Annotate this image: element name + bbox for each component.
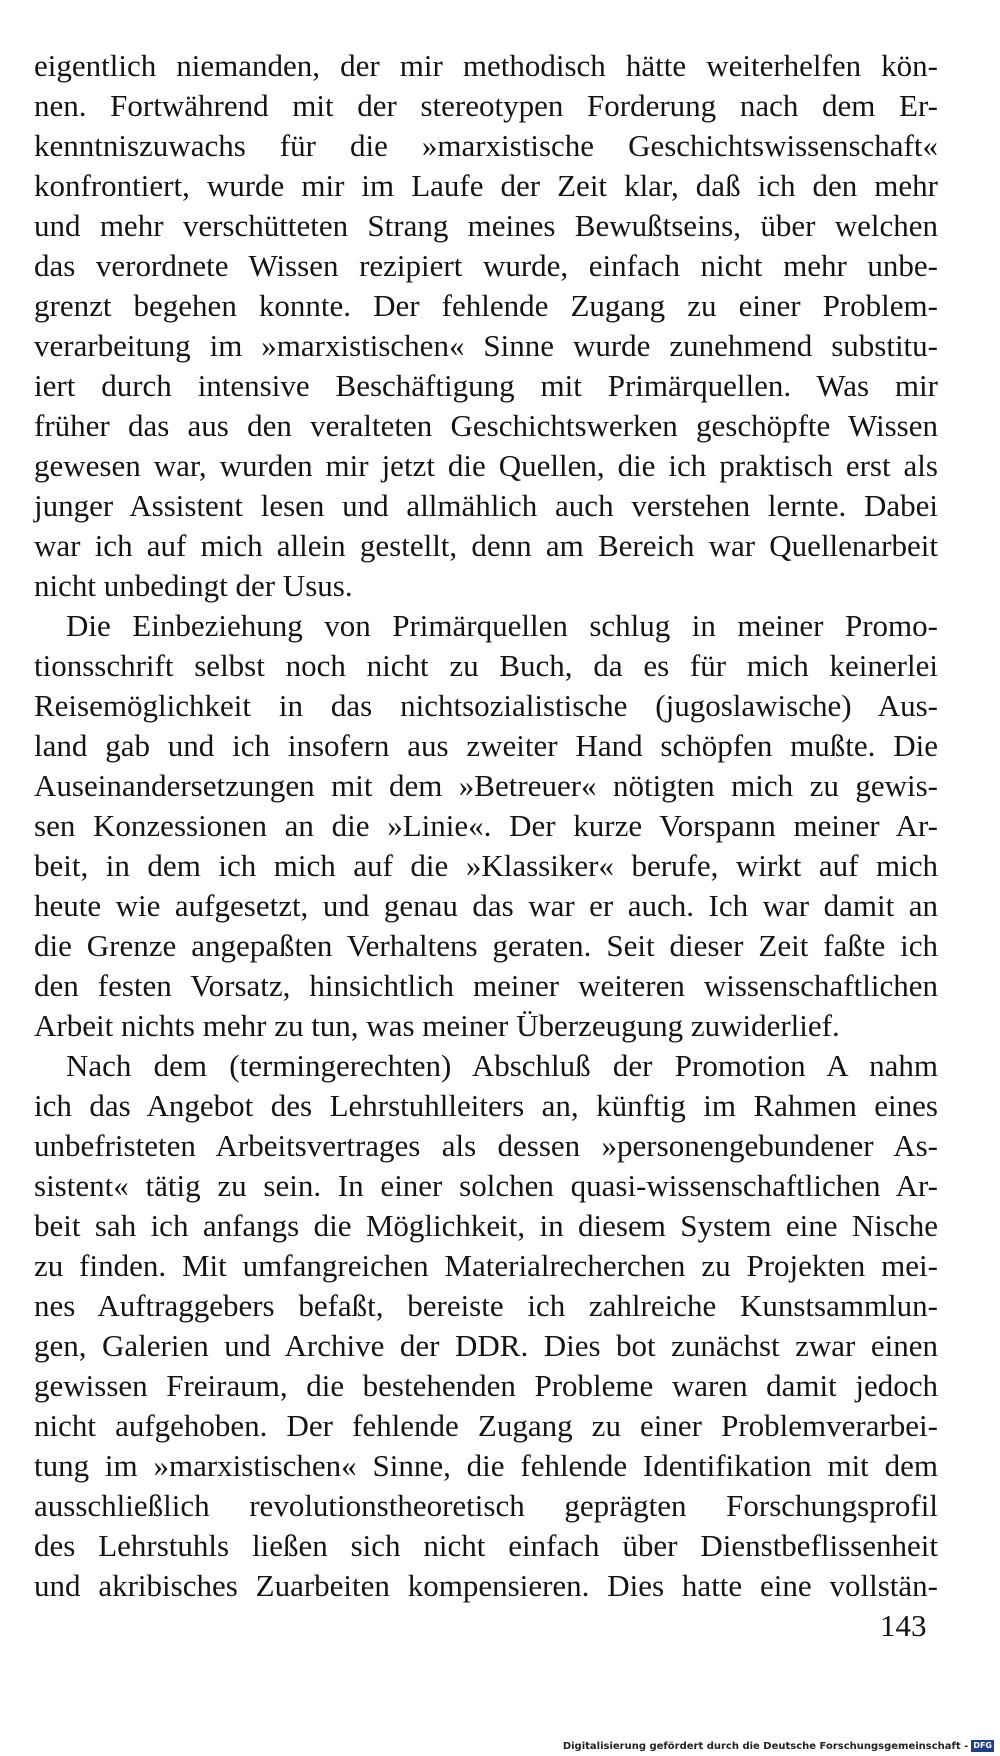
text-line: grenzt begehen konnte. Der fehlende Zugang zu einer Problem- (34, 288, 938, 323)
text-line: des Lehrstuhls ließen sich nicht einfach über Dienstbeflissenheit (34, 1528, 938, 1563)
text-line: unbefristeten Arbeitsvertrages als dessen »personengebundener As- (34, 1128, 938, 1163)
text-line: iert durch intensive Beschäftigung mit Primärquellen. Was mir (34, 368, 938, 403)
text-line: kenntniszuwachs für die »marxistische Geschichtswissenschaft« (34, 128, 938, 163)
text-line: nen. Fortwährend mit der stereotypen Forderung nach dem Er- (34, 88, 938, 123)
page-number: 143 (880, 1608, 927, 1643)
dfg-logo: DFG (973, 1741, 992, 1750)
text-line: und mehr verschütteten Strang meines Bewußtseins, über welchen (34, 208, 938, 243)
text-line: nes Auftraggebers befaßt, bereiste ich zahlreiche Kunstsammlun- (34, 1288, 938, 1323)
footer-credit-text: Digitalisierung gefördert durch die Deutsche Forschungsgemeinschaft - (562, 1740, 969, 1752)
text-line: das verordnete Wissen rezipiert wurde, einfach nicht mehr unbe- (34, 248, 938, 283)
text-line: beit sah ich anfangs die Möglichkeit, in diesem System eine Nische (34, 1208, 938, 1243)
text-line: beit, in dem ich mich auf die »Klassiker« berufe, wirkt auf mich (34, 848, 938, 883)
text-line: Arbeit nichts mehr zu tun, was meiner Überzeugung zuwiderlief. (34, 1008, 840, 1043)
text-line: eigentlich niemanden, der mir methodisch hätte weiterhelfen kön- (34, 48, 938, 83)
text-line: sistent« tätig zu sein. In einer solchen quasi-wissenschaftlichen Ar- (34, 1168, 938, 1203)
text-line: zu finden. Mit umfangreichen Materialrecherchen zu Projekten mei- (34, 1248, 938, 1283)
text-line: die Grenze angepaßten Verhaltens geraten. Seit dieser Zeit faßte ich (34, 928, 938, 963)
text-line: gen, Galerien und Archive der DDR. Dies bot zunächst zwar einen (34, 1328, 938, 1363)
text-line: war ich auf mich allein gestellt, denn am Bereich war Quellenarbeit (34, 528, 938, 563)
text-line: Nach dem (termingerechten) Abschluß der Promotion A nahm (66, 1048, 938, 1083)
text-line: junger Assistent lesen und allmählich auch verstehen lernte. Dabei (34, 488, 938, 523)
text-line: heute wie aufgesetzt, und genau das war er auch. Ich war damit an (34, 888, 938, 923)
text-line: den festen Vorsatz, hinsichtlich meiner weiteren wissenschaftlichen (34, 968, 938, 1003)
text-line: Auseinandersetzungen mit dem »Betreuer« nötigten mich zu gewis- (34, 768, 938, 803)
text-line: und akribisches Zuarbeiten kompensieren. Dies hatte eine vollstän- (34, 1568, 938, 1603)
text-line: tung im »marxistischen« Sinne, die fehlende Identifikation mit dem (34, 1448, 938, 1483)
text-line: früher das aus den veralteten Geschichtswerken geschöpfte Wissen (34, 408, 938, 443)
text-line: land gab und ich insofern aus zweiter Hand schöpfen mußte. Die (34, 728, 938, 763)
text-line: Reisemöglichkeit in das nichtsozialistische (jugoslawische) Aus- (34, 688, 938, 723)
text-line: Die Einbeziehung von Primärquellen schlug in meiner Promo- (66, 608, 938, 643)
text-line: verarbeitung im »marxistischen« Sinne wurde zunehmend substitu- (34, 328, 938, 363)
text-line: gewesen war, wurden mir jetzt die Quellen, die ich praktisch erst als (34, 448, 938, 483)
text-line: ausschließlich revolutionstheoretisch geprägten Forschungsprofil (34, 1488, 938, 1523)
text-line: ich das Angebot des Lehrstuhlleiters an, künftig im Rahmen eines (34, 1088, 938, 1123)
text-line: nicht aufgehoben. Der fehlende Zugang zu einer Problemverarbei- (34, 1408, 938, 1443)
digitization-footer (563, 1738, 994, 1754)
text-line: tionsschrift selbst noch nicht zu Buch, da es für mich keinerlei (34, 648, 938, 683)
body-text (34, 46, 938, 1606)
text-line: konfrontiert, wurde mir im Laufe der Zeit klar, daß ich den mehr (34, 168, 938, 203)
text-line: gewissen Freiraum, die bestehenden Probleme waren damit jedoch (34, 1368, 938, 1403)
text-line: nicht unbedingt der Usus. (34, 568, 353, 603)
text-line: sen Konzessionen an die »Linie«. Der kurze Vorspann meiner Ar- (34, 808, 938, 843)
